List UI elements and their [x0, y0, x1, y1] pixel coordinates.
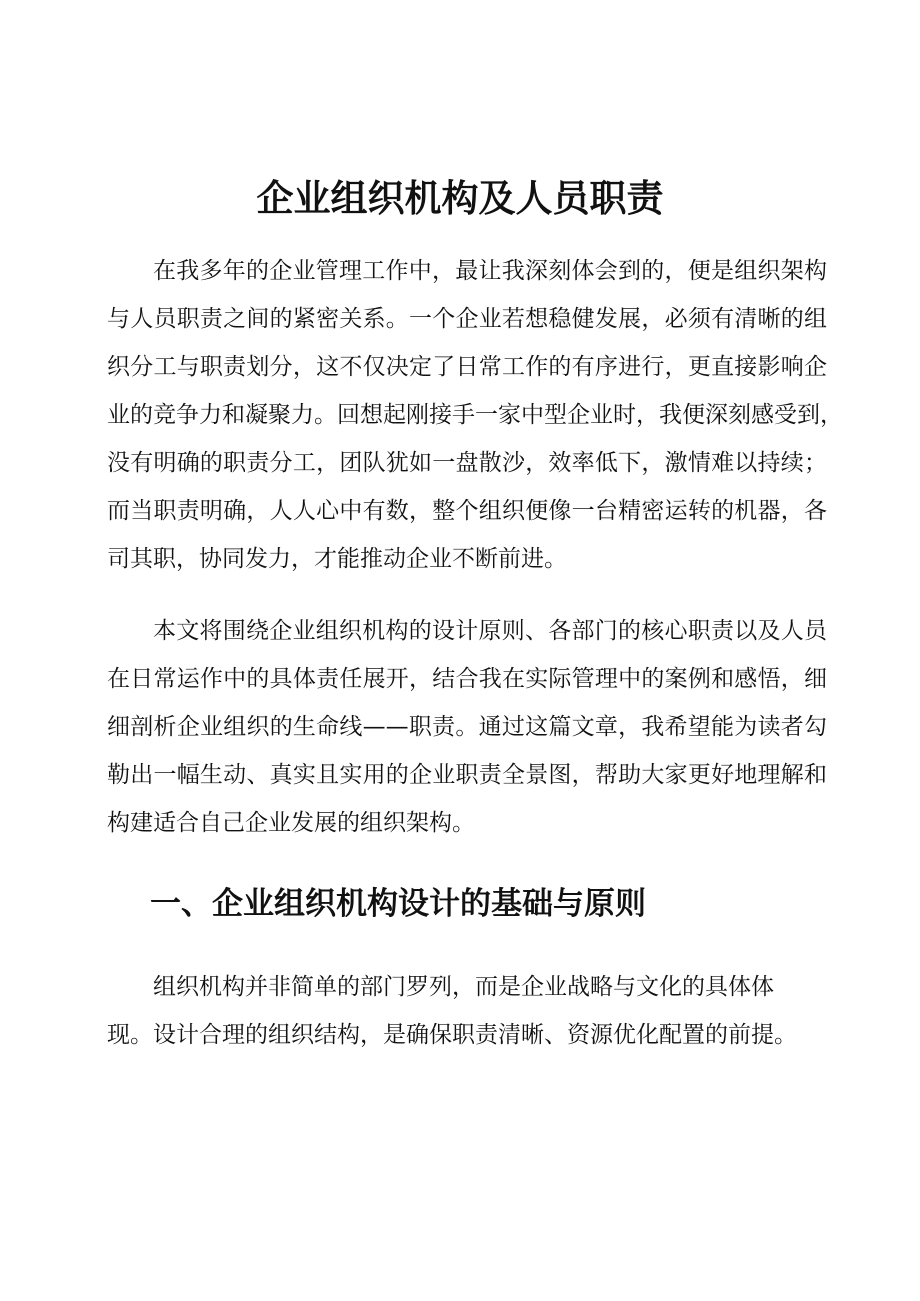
paragraph-line: 与人员职责之间的紧密关系。一个企业若想稳健发展，必须有清晰的组: [107, 306, 827, 332]
paragraph-line: 现。设计合理的组织结构，是确保职责清晰、资源优化配置的前提。: [107, 1022, 797, 1048]
paragraph-line: 构建适合自己企业发展的组织架构。: [107, 810, 475, 836]
paragraph-line: 细剖析企业组织的生命线——职责。通过这篇文章，我希望能为读者勾: [107, 714, 827, 740]
purpose-paragraph: [107, 607, 827, 847]
paragraph-line: 在日常运作中的具体责任展开，结合我在实际管理中的案例和感悟，细: [107, 666, 827, 692]
paragraph-line: 而当职责明确，人人心中有数，整个组织便像一台精密运转的机器，各: [107, 498, 827, 524]
document-title: 企业组织机构及人员职责: [256, 177, 664, 220]
intro-paragraph: [107, 247, 843, 583]
paragraph-line: 织分工与职责划分，这不仅决定了日常工作的有序进行，更直接影响企: [107, 354, 827, 380]
section-paragraph: [107, 963, 827, 1059]
paragraph-line: 组织机构并非简单的部门罗列，而是企业战略与文化的具体体: [153, 974, 774, 1000]
section-heading: 一、企业组织机构设计的基础与原则: [150, 886, 646, 922]
paragraph-line: 本文将围绕企业组织机构的设计原则、各部门的核心职责以及人员: [153, 618, 827, 644]
paragraph-line: 在我多年的企业管理工作中，最让我深刻体会到的，便是组织架构: [153, 258, 827, 284]
paragraph-line: 勒出一幅生动、真实且实用的企业职责全景图，帮助大家更好地理解和: [107, 762, 827, 788]
paragraph-line: 司其职，协同发力，才能推动企业不断前进。: [107, 546, 567, 572]
paragraph-line: 业的竞争力和凝聚力。回想起刚接手一家中型企业时，我便深刻感受到，: [107, 402, 843, 428]
paragraph-line: 没有明确的职责分工，团队犹如一盘散沙，效率低下，激情难以持续；: [107, 450, 827, 476]
